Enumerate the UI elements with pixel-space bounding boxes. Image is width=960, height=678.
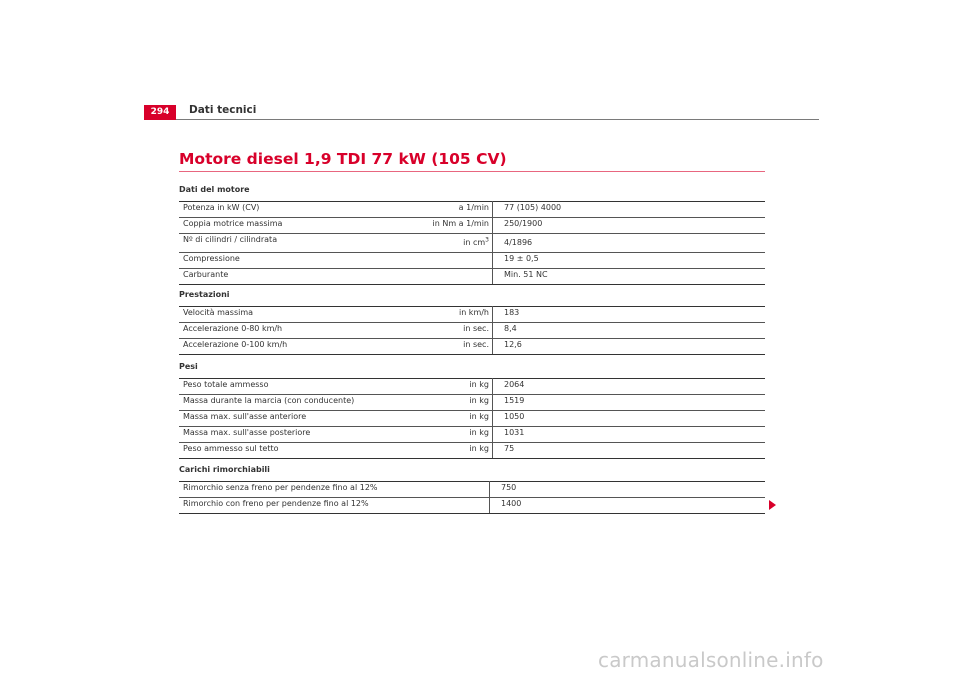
- row-value: 1400: [490, 498, 766, 514]
- row-value: 750: [490, 482, 766, 498]
- row-label: Rimorchio senza freno per pendenze fino al 12%: [179, 482, 490, 498]
- table-row: [179, 482, 765, 498]
- row-unit: in kg: [405, 443, 493, 459]
- trailer-heading: Carichi rimorchiabili: [179, 465, 270, 474]
- row-unit: [405, 269, 493, 285]
- row-label: Carburante: [179, 269, 405, 285]
- page-number-badge: 294: [144, 105, 176, 120]
- table-row: [179, 443, 765, 459]
- performance-heading: Prestazioni: [179, 290, 230, 299]
- table-row: [179, 379, 765, 395]
- table-row: [179, 427, 765, 443]
- row-value: 12,6: [493, 339, 766, 355]
- table-row: [179, 234, 765, 253]
- row-unit: [405, 234, 493, 253]
- row-label: Accelerazione 0-80 km/h: [179, 323, 405, 339]
- continue-arrow-icon: [769, 500, 776, 510]
- row-value: 2064: [493, 379, 766, 395]
- row-label: Nº di cilindri / cilindrata: [179, 234, 405, 253]
- row-unit: a 1/min: [405, 202, 493, 218]
- row-value: 1519: [493, 395, 766, 411]
- row-label: Compressione: [179, 253, 405, 269]
- row-label: Massa max. sull'asse posteriore: [179, 427, 405, 443]
- row-label: Velocità massima: [179, 307, 405, 323]
- row-label: Rimorchio con freno per pendenze fino al 12%: [179, 498, 490, 514]
- weights-table: [179, 378, 765, 459]
- row-value: 19 ± 0,5: [493, 253, 766, 269]
- header-rule-accent: [144, 119, 176, 120]
- row-unit: in kg: [405, 379, 493, 395]
- performance-table: [179, 306, 765, 355]
- row-value: 8,4: [493, 323, 766, 339]
- row-label: Peso totale ammesso: [179, 379, 405, 395]
- unit-superscript: 3: [485, 236, 489, 244]
- running-header: Dati tecnici: [189, 104, 257, 116]
- row-label: Potenza in kW (CV): [179, 202, 405, 218]
- title-rule: [179, 171, 765, 172]
- row-value: 183: [493, 307, 766, 323]
- watermark: carmanualsonline.info: [598, 648, 824, 672]
- row-value: 1050: [493, 411, 766, 427]
- row-unit: in Nm a 1/min: [405, 218, 493, 234]
- table-row: [179, 498, 765, 514]
- table-row: [179, 307, 765, 323]
- row-value: 250/1900: [493, 218, 766, 234]
- table-row: [179, 253, 765, 269]
- engine-table: [179, 201, 765, 285]
- row-label: Massa durante la marcia (con conducente): [179, 395, 405, 411]
- unit-text: in cm: [463, 238, 486, 247]
- row-unit: [405, 253, 493, 269]
- table-row: [179, 411, 765, 427]
- row-unit: in kg: [405, 411, 493, 427]
- row-value: Min. 51 NC: [493, 269, 766, 285]
- table-row: [179, 269, 765, 285]
- table-row: [179, 202, 765, 218]
- table-row: [179, 339, 765, 355]
- row-value: 1031: [493, 427, 766, 443]
- header-rule: [144, 119, 819, 120]
- row-unit: in kg: [405, 395, 493, 411]
- row-value: 75: [493, 443, 766, 459]
- table-row: [179, 218, 765, 234]
- row-value: 77 (105) 4000: [493, 202, 766, 218]
- row-unit: in sec.: [405, 339, 493, 355]
- trailer-table: [179, 481, 765, 514]
- row-label: Peso ammesso sul tetto: [179, 443, 405, 459]
- row-unit: in km/h: [405, 307, 493, 323]
- weights-heading: Pesi: [179, 362, 198, 371]
- row-unit: in sec.: [405, 323, 493, 339]
- row-unit: in kg: [405, 427, 493, 443]
- table-row: [179, 395, 765, 411]
- table-row: [179, 323, 765, 339]
- row-value: 4/1896: [493, 234, 766, 253]
- row-label: Coppia motrice massima: [179, 218, 405, 234]
- row-label: Massa max. sull'asse anteriore: [179, 411, 405, 427]
- row-label: Accelerazione 0-100 km/h: [179, 339, 405, 355]
- page-title: Motore diesel 1,9 TDI 77 kW (105 CV): [179, 150, 507, 168]
- engine-heading: Dati del motore: [179, 185, 250, 194]
